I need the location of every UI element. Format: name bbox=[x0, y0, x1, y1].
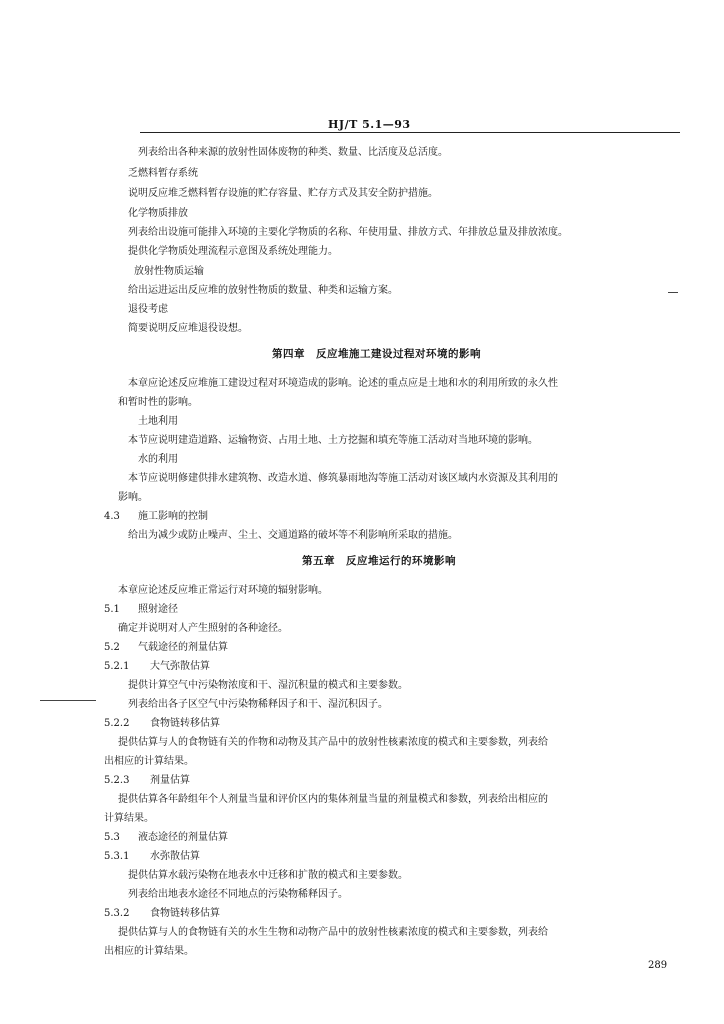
text-line: 本节应说明修建供排水建筑物、改造水道、修筑暴雨地沟等施工活动对该区域内水资源及其利用的 bbox=[128, 473, 558, 484]
text-line: 给出为减少或防止噪声、尘土、交通道路的破坏等不利影响所采取的措施。 bbox=[128, 530, 458, 541]
text-line: 5.1 bbox=[104, 604, 120, 615]
text-line: 提供计算空气中污染物浓度和干、湿沉积量的模式和主要参数。 bbox=[128, 680, 408, 691]
text-line: 气载途径的剂量估算 bbox=[138, 642, 228, 653]
text-line: 施工影响的控制 bbox=[138, 511, 208, 522]
text-line: 水的利用 bbox=[138, 454, 178, 465]
text-line: 土地利用 bbox=[138, 416, 178, 427]
text-line: 确定并说明对人产生照射的各种途径。 bbox=[118, 623, 288, 634]
text-line: 提供估算与人的食物链有关的作物和动物及其产品中的放射性核素浓度的模式和主要参数，列表给 bbox=[118, 737, 548, 748]
text-line: 影响。 bbox=[118, 492, 148, 503]
standard-code-header: HJ/T 5.1—93 bbox=[328, 118, 411, 131]
text-line: 退役考虑 bbox=[128, 304, 168, 315]
text-line: 本章应论述反应堆施工建设过程对环境造成的影响。论述的重点应是土地和水的利用所致的永久性 bbox=[128, 378, 558, 389]
text-line: 提供化学物质处理流程示意图及系统处理能力。 bbox=[128, 246, 338, 257]
text-line: 提供估算水载污染物在地表水中迁移和扩散的模式和主要参数。 bbox=[128, 870, 408, 881]
text-line: 列表给出各种来源的放射性固体废物的种类、数量、比活度及总活度。 bbox=[138, 147, 448, 158]
text-line: 列表给出各子区空气中污染物稀释因子和干、湿沉积因子。 bbox=[128, 699, 388, 710]
text-line: 5.2.2 bbox=[104, 718, 130, 729]
text-line: 列表给出地表水途径不同地点的污染物稀释因子。 bbox=[128, 889, 348, 900]
text-line: 说明反应堆乏燃料暂存设施的贮存容量、贮存方式及其安全防护措施。 bbox=[128, 188, 438, 199]
text-line: 水弥散估算 bbox=[150, 851, 200, 862]
text-line: 提供估算各年龄组年个人剂量当量和评价区内的集体剂量当量的剂量模式和参数，列表给出相应的 bbox=[118, 794, 548, 805]
text-line: 计算结果。 bbox=[104, 813, 154, 824]
text-line: 照射途径 bbox=[138, 604, 178, 615]
text-line: 列表给出设施可能排入环境的主要化学物质的名称、年使用量、排放方式、年排放总量及排放浓度。 bbox=[128, 227, 568, 238]
text-line: 出相应的计算结果。 bbox=[104, 756, 194, 767]
text-line: 5.2 bbox=[104, 642, 120, 653]
text-line: 5.2.3 bbox=[104, 775, 130, 786]
text-line: 乏燃料暂存系统 bbox=[128, 168, 198, 179]
text-line: 本节应说明建造道路、运输物资、占用土地、土方挖掘和填充等施工活动对当地环境的影响。 bbox=[128, 435, 538, 446]
text-line: 4.3 bbox=[104, 511, 120, 522]
text-line: 出相应的计算结果。 bbox=[104, 946, 194, 957]
text-line: 液态途径的剂量估算 bbox=[138, 832, 228, 843]
text-line: 大气弥散估算 bbox=[150, 661, 210, 672]
chapter-heading: 第四章 反应堆施工建设过程对环境的影响 bbox=[272, 348, 481, 360]
header-rule bbox=[140, 132, 680, 133]
text-line: 放射性物质运输 bbox=[134, 266, 204, 277]
text-line: 5.3.2 bbox=[104, 908, 130, 919]
text-line: 5.3 bbox=[104, 832, 120, 843]
text-line: 本章应论述反应堆正常运行对环境的辐射影响。 bbox=[118, 585, 328, 596]
text-line: 化学物质排放 bbox=[128, 208, 188, 219]
text-line: 和暂时性的影响。 bbox=[118, 397, 198, 408]
text-line: 5.3.1 bbox=[104, 851, 130, 862]
text-line: 食物链转移估算 bbox=[150, 908, 220, 919]
text-line: 简要说明反应堆退役设想。 bbox=[128, 323, 248, 334]
text-line: 食物链转移估算 bbox=[150, 718, 220, 729]
chapter-heading: 第五章 反应堆运行的环境影响 bbox=[302, 555, 456, 567]
text-line: 剂量估算 bbox=[150, 775, 190, 786]
page-number: 289 bbox=[648, 960, 668, 971]
text-line: 5.2.1 bbox=[104, 661, 130, 672]
scan-artifact-dash bbox=[668, 292, 678, 293]
scan-artifact-dash bbox=[40, 700, 96, 701]
text-line: 提供估算与人的食物链有关的水生生物和动物产品中的放射性核素浓度的模式和主要参数，列表给 bbox=[118, 927, 548, 938]
text-line: 给出运进运出反应堆的放射性物质的数量、种类和运输方案。 bbox=[128, 285, 398, 296]
